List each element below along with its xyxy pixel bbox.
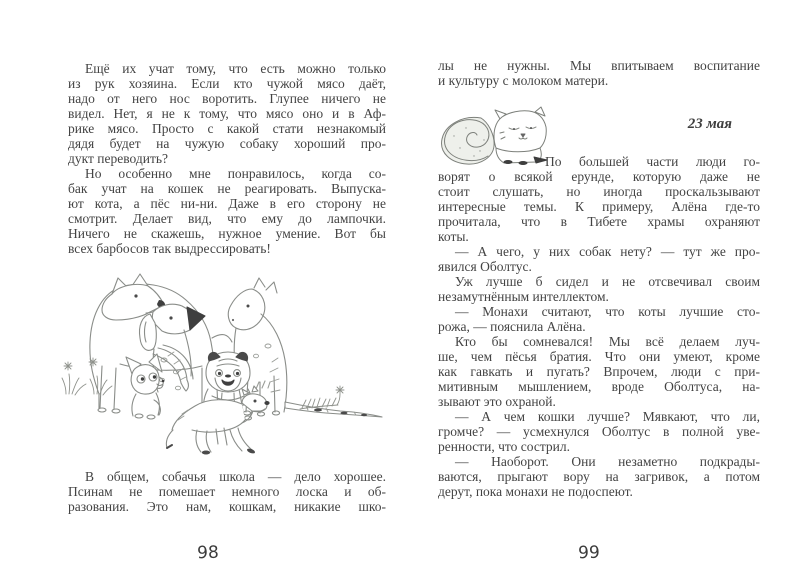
text-line: и культуру с молоком матери. — [438, 73, 609, 88]
paragraph — [438, 409, 760, 454]
right-top-text — [438, 58, 760, 88]
text-line: видел. Нет, я не к тому, что мясо оно и в Аф- — [68, 106, 386, 121]
text-line: По большей части люди го- — [545, 154, 760, 169]
text-line: из рук хозяина. Если кто чужой мясо даёт, — [68, 76, 386, 91]
text-line: ренности, что сострил. — [438, 439, 571, 454]
dogs-illustration-svg — [56, 262, 390, 464]
left-bottom-text — [68, 469, 386, 514]
page-number-left: 98 — [196, 542, 220, 564]
text-line: рике мясо. Просто с какой стати незнакомый — [68, 121, 386, 136]
text-line: Ничего не скажешь, нужное умение. Вот бы — [68, 226, 386, 241]
paragraph — [438, 58, 760, 88]
paragraph — [438, 454, 760, 499]
text-line: лы не нужны. Мы впитываем воспитание — [438, 58, 760, 73]
paragraph — [68, 61, 386, 166]
text-line: стоит слушать, но иногда проскальзывают — [438, 184, 760, 199]
text-line: Но особенно мне понравилось, когда со- — [85, 166, 386, 181]
text-line: незамутнённым интеллектом. — [438, 289, 609, 304]
text-line: ваются, прыгают вору на загривок, а потом — [438, 469, 760, 484]
right-main-text — [438, 154, 760, 499]
paragraph — [438, 244, 760, 274]
paragraph — [438, 274, 760, 304]
text-line: явился Оболтус. — [438, 259, 532, 274]
text-line: громче? — усмехнулся Оболтус в полной уве- — [438, 424, 760, 439]
text-line: Кто бы сомневался! Мы всё делаем луч- — [455, 334, 760, 349]
text-line: дядя будет на чужую собаку хороший про- — [68, 136, 386, 151]
page-number-right: 99 — [577, 542, 601, 564]
text-line: дерут, пока монахи не подоспеют. — [438, 484, 633, 499]
text-line: рожа, — пояснила Алёна. — [438, 319, 586, 334]
text-line: смотрит. Делает вид, что ему до лампочки. — [68, 211, 386, 226]
text-line: всех барбосов так выдрессировать! — [68, 241, 271, 256]
paragraph — [68, 166, 386, 256]
text-line: ворят о всякой ерунде, которую даже не — [438, 169, 760, 184]
text-line: — А чего, у них собак нету? — тут же про- — [455, 244, 760, 259]
text-line: — А чем кошки лучше? Мявкают, что ли, — [455, 409, 760, 424]
text-line: — Наоборот. Они незаметно подкрады- — [455, 454, 760, 469]
text-line: Уж лучше б сидел и не отсвечивал своим — [455, 274, 760, 289]
dogs-illustration — [56, 262, 390, 464]
text-line: ют кота, а пёс ни-ни. Даже в его сторону не — [68, 196, 386, 211]
text-line: ше, чем пёсья братия. Что они умеют, кроме — [438, 349, 760, 364]
paragraph — [68, 469, 386, 514]
text-line: коты. — [438, 229, 469, 244]
text-line: дукт переводить? — [68, 151, 169, 166]
text-line: Псинам не помешает немного лоска и об- — [68, 484, 386, 499]
paragraph — [438, 154, 760, 244]
text-line: Ещё их учат тому, что есть можно только — [85, 61, 386, 76]
text-line: митивным мышлением, вроде Оболтуса, на- — [438, 379, 760, 394]
text-line: прочитала, что в Тибете храмы охраняют — [438, 214, 760, 229]
text-line: зывают это охраной. — [438, 394, 556, 409]
text-line: надо от него нос воротить. Глупее ничего не — [68, 91, 386, 106]
text-line: бак учат на кошек не реагировать. Выпуска- — [68, 181, 386, 196]
paragraph — [438, 334, 760, 409]
text-line: интересные темы. К примеру, Алёна где-то — [438, 199, 760, 214]
text-line: В общем, собачья школа — дело хорошее. — [85, 469, 386, 484]
left-main-text — [68, 61, 386, 256]
text-line: — Монахи считают, что коты лучшие сто- — [455, 304, 760, 319]
paragraph — [438, 304, 760, 334]
date-header: 23 мая — [687, 116, 732, 132]
text-line: разования. Это нам, кошкам, никакие шко- — [68, 499, 386, 514]
text-line: как гавкать и пугать? Впрочем, люди с при- — [438, 364, 760, 379]
